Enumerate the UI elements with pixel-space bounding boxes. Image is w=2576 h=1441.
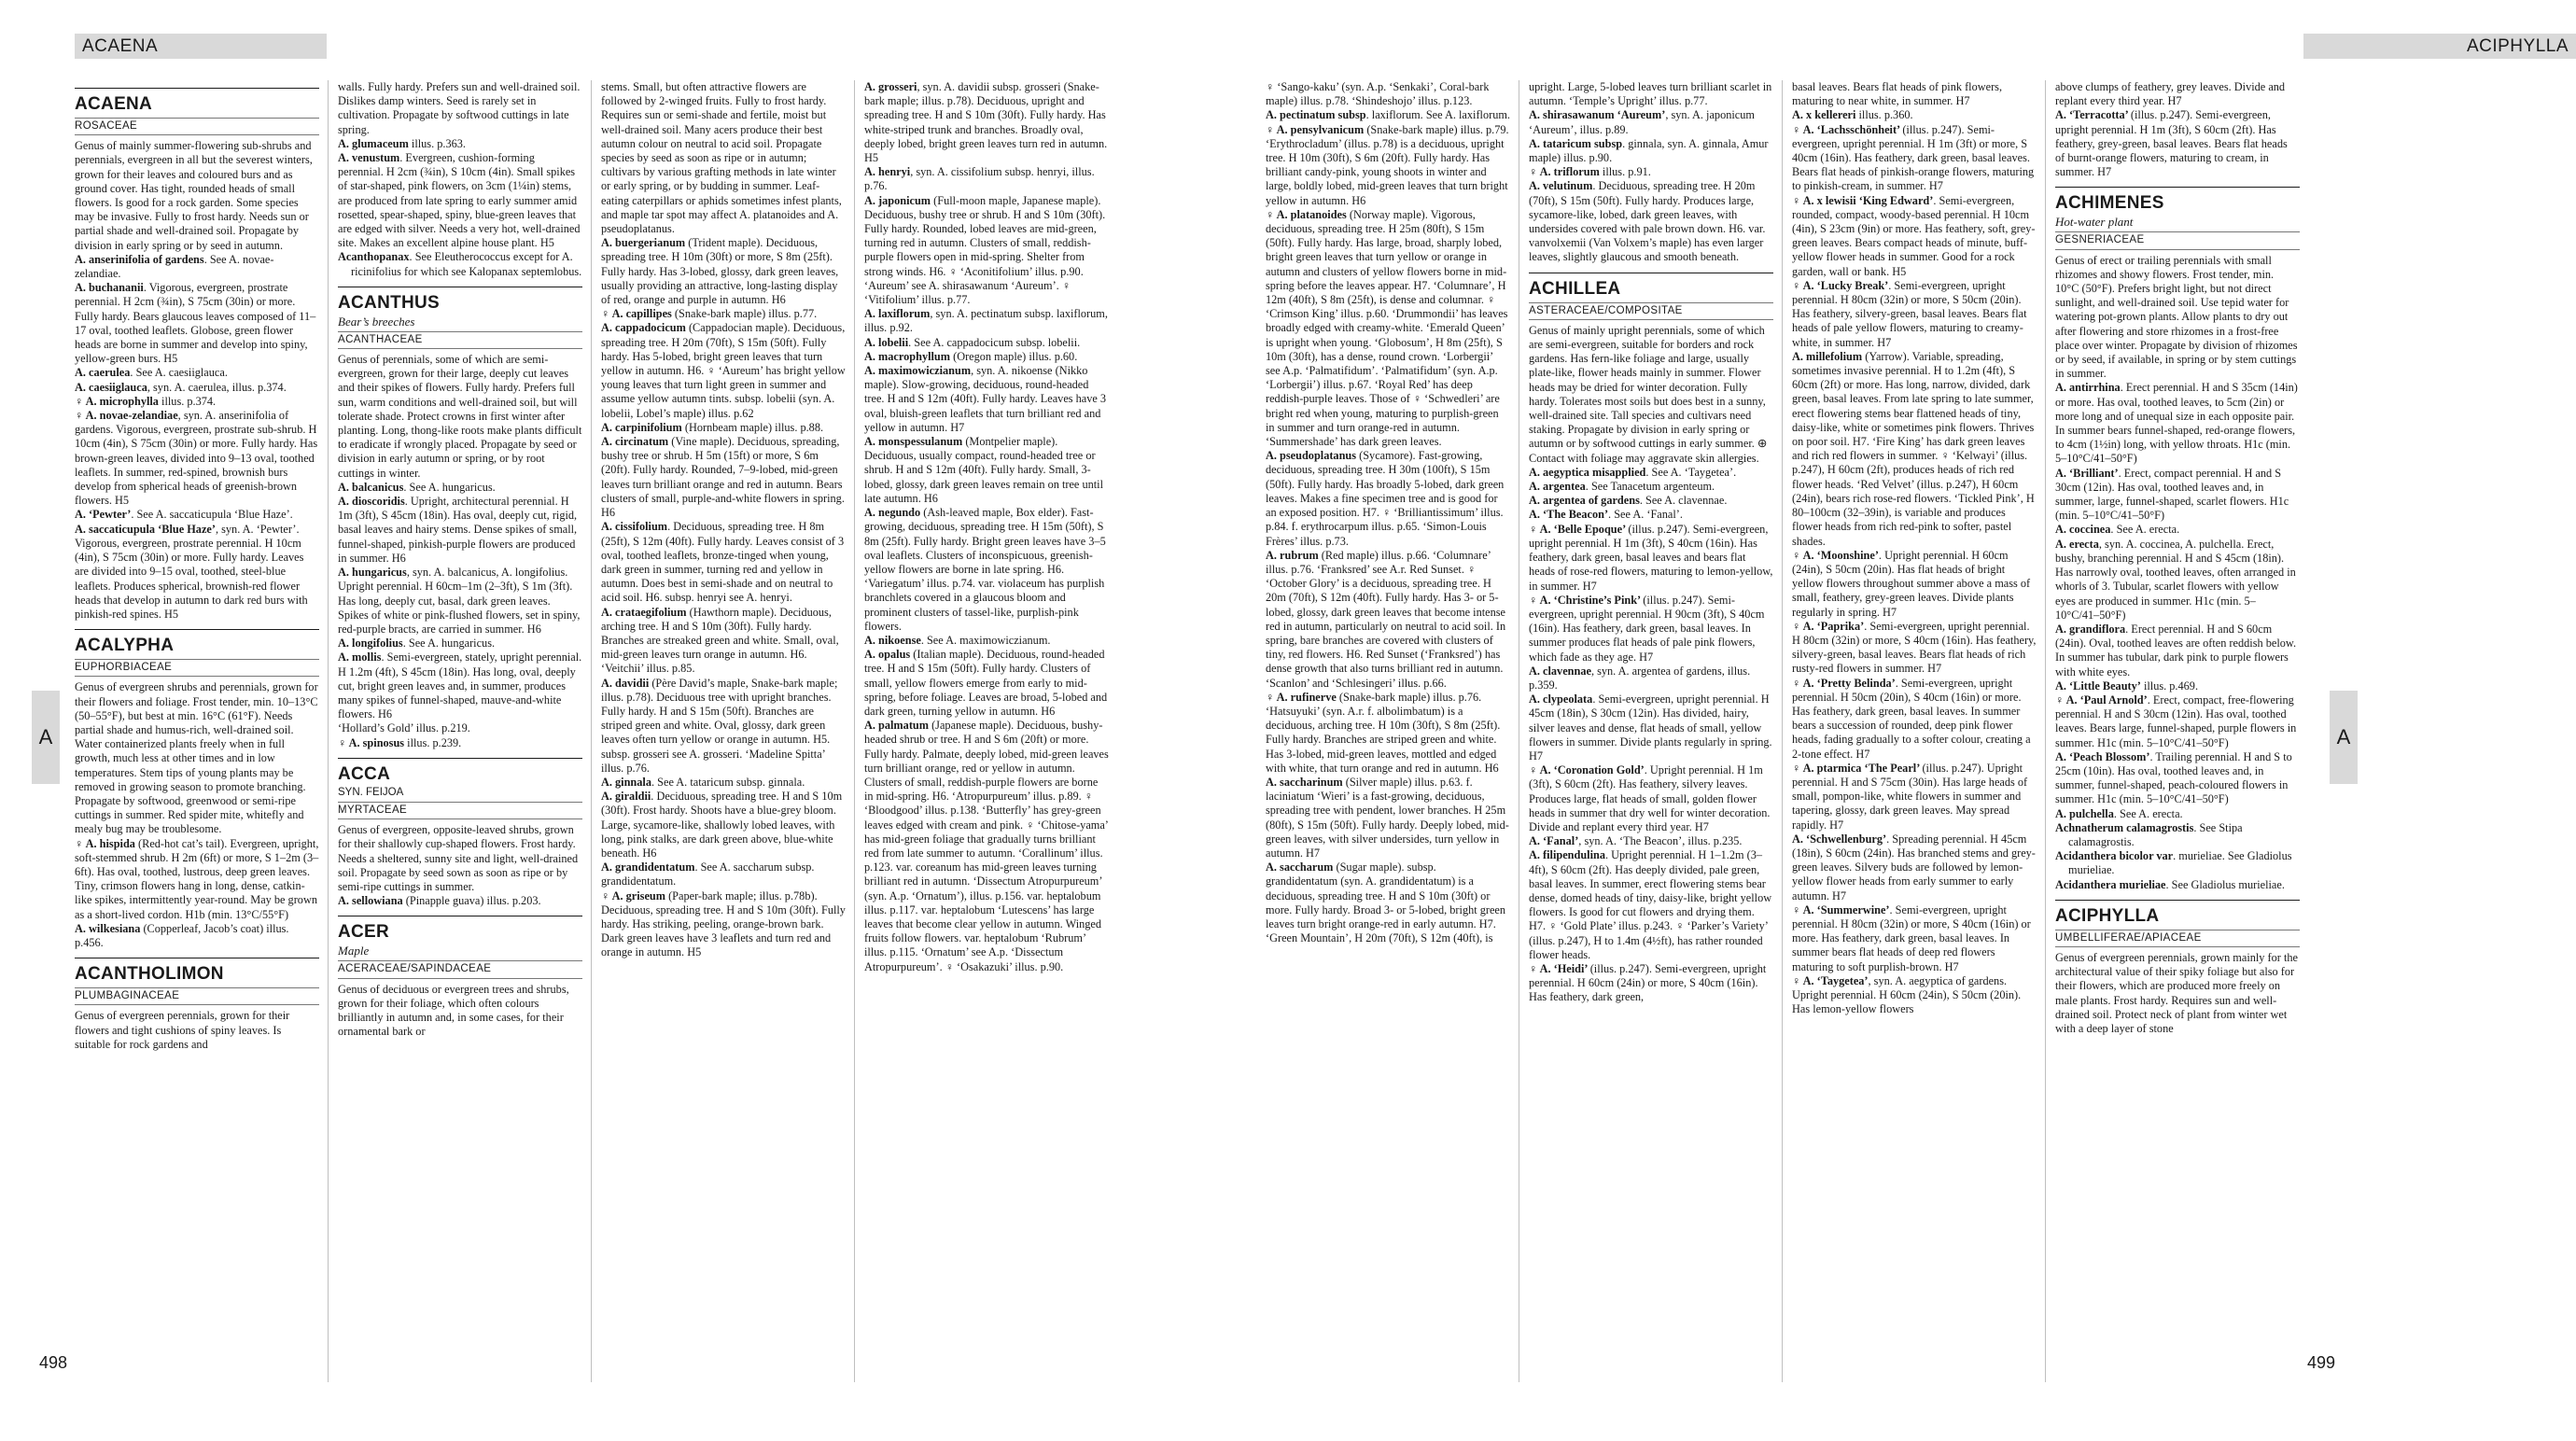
species-entry: A. macrophyllum (Oregon maple) illus. p.60. bbox=[864, 349, 1078, 363]
column-2 bbox=[338, 80, 582, 1382]
cross-reference: Acidanthera bicolor var. murieliae. See Gladiolus murieliae. bbox=[2055, 849, 2292, 877]
species-entry: ♀ A. ptarmica ‘The Pearl’ (illus. p.247). Upright perennial. H and S 75cm (30in). Has large heads of small, pompon-like, white flowers in summer and tapering, glossy, dark green leaves. May spread rapidly. H7 bbox=[1792, 761, 2028, 832]
common-name: Hot-water plant bbox=[2055, 215, 2134, 230]
species-entry: A. mollis. Semi-evergreen, stately, upright perennial. H 1.2m (4ft), S 45cm (18in). Has long, oval, deeply cut, bright green leaves and, in summer, produces many spikes of funnel-shaped, mauve-and-white flowers. H6 bbox=[338, 651, 582, 721]
species-entry: A. longifolius. See A. hungaricus. bbox=[338, 637, 496, 651]
genus-heading: ACCA bbox=[338, 763, 391, 784]
family-name: ASTERACEAE/COMPOSITAE bbox=[1529, 302, 1773, 320]
genus-block bbox=[75, 629, 319, 836]
species-entry: A. clavennae, syn. A. argentea of gardens, illus. p.359. bbox=[1529, 664, 1751, 692]
species-entry: above clumps of feathery, grey leaves. Divide and replant every third year. H7 bbox=[2055, 80, 2286, 108]
species-entry: A. ‘Peach Blossom’. Trailing perennial. H and S to 25cm (10in). Has oval, toothed leaves and, in summer, funnel-shaped, peach-coloured flowers in summer. H1c (min. 5–10°C/41–50°F) bbox=[2055, 749, 2292, 806]
species-entry: A. grosseri, syn. A. davidii subsp. grosseri (Snake-bark maple; illus. p.78). Deciduous, upright and spreading tree. H and S 10m (30ft). Fully hardy. Has white-striped trunk and branches. Broadly oval, deeply lobed, bright green leaves turn red in autumn. H5 bbox=[864, 80, 1108, 165]
genus-heading: ACHIMENES bbox=[2055, 193, 2164, 214]
species-entry: ♀ A. ‘Christine’s Pink’ (illus. p.247). Semi-evergreen, upright perennial. H 90cm (3ft), S 40cm (16in). Has feathery, dark green, basal leaves. In summer produces flat heads of pale pink flowers, which fade as they age. H7 bbox=[1529, 593, 1765, 664]
species-entry: walls. Fully hardy. Prefers sun and well-drained soil. Dislikes damp winters. Seed is rarely set in cultivation. Propagate by softwood cuttings in late spring. bbox=[338, 80, 581, 136]
column-divider bbox=[2045, 80, 2046, 1382]
family-name: PLUMBAGINACEAE bbox=[75, 987, 319, 1005]
genus-description: Genus of mainly upright perennials, some of which are semi-evergreen, suitable for borders and rock gardens. Has fern-like foliage and large, usually plate-like, flower heads mainly in summer. Flower heads may be dried for winter decoration. Fully hardy. Tolerates most soils but does best in a sunny, well-drained site. Tall species and cultivars need staking. Propagate by division in early spring or autumn or by softwood cuttings in early summer. ⊕ Contact with foliage may aggravate skin allergies. bbox=[1529, 323, 1768, 465]
species-entry: A. balcanicus. See A. hungaricus. bbox=[338, 480, 496, 494]
species-entry: A. sellowiana (Pinapple guava) illus. p.203. bbox=[338, 894, 541, 908]
species-entry: ♀ A. spinosus illus. p.239. bbox=[338, 735, 462, 749]
species-entry: ‘Hollard’s Gold’ illus. p.219. bbox=[338, 721, 470, 735]
thumb-tab-left: A bbox=[32, 691, 60, 784]
page-number-left: 498 bbox=[39, 1353, 68, 1372]
species-entry: A. ginnala. See A. tataricum subsp. ginnala. bbox=[601, 775, 805, 789]
species-entry: ♀ A. ‘Summerwine’. Semi-evergreen, upright perennial. H 80cm (32in) or more, S 40cm (16in) or more. Has feathery, dark green, basal leaves. In summer bears flat heads of deep red flowers maturing to soft purplish-brown. H7 bbox=[1792, 902, 2031, 973]
species-entry: A. crataegifolium (Hawthorn maple). Deciduous, arching tree. H and S 10m (30ft). Fully hardy. Branches are streaked green and white. Small, oval, mid-green leaves turn orange in autumn. H6. ‘Veitchii’ illus. p.85. bbox=[601, 605, 839, 676]
species-entry: A. aegyptica misapplied. See A. ‘Taygetea’. bbox=[1529, 465, 1737, 479]
species-entry: A. circinatum (Vine maple). Deciduous, spreading, bushy tree or shrub. H 5m (15ft) or more, S 6m (20ft). Fully hardy. Rounded, 7–9-lobed, mid-green leaves turn brilliant orange and red in autumn. Bears clusters of small, purple-and-white flowers in spring. H6 bbox=[601, 435, 845, 520]
species-entry: A. ‘The Beacon’. See A. ‘Fanal’. bbox=[1529, 508, 1683, 522]
species-entry: A. wilkesiana (Copperleaf, Jacob’s coat) illus. p.456. bbox=[75, 921, 289, 949]
genus-block bbox=[2055, 187, 2300, 381]
species-entry: A. dioscoridis. Upright, architectural perennial. H 1m (3ft), S 45cm (18in). Has oval, deeply cut, rigid, basal leaves and hairy stems. Dense spikes of small, funnel-shaped, pinkish-purple flowers are produced in summer. H6 bbox=[338, 495, 578, 565]
species-entry: A. lobelii. See A. cappadocicum subsp. lobelii. bbox=[864, 335, 1081, 349]
species-entry: A. pseudoplatanus (Sycamore). Fast-growing, deciduous, spreading tree. H 30m (100ft), S 15m (50ft). Fully hardy. Has broadly 5-lobed, dark green leaves. Makes a fine specimen tree and is good for an exposed position. H7. ♀ ‘Brilliantissimum’ illus. p.84. f. erythrocarpum illus. p.65. ‘Simon-Louis Frères’ illus. p.73. bbox=[1266, 449, 1505, 548]
left-page bbox=[0, 0, 1195, 1441]
species-entry: A. buergerianum (Trident maple). Deciduous, spreading tree. H 10m (30ft) or more, S 8m (25ft). Fully hardy. Has 3-lobed, glossy, dark green leaves, usually providing an attractive, long-lasting display of red, orange and purple in autumn. H6 bbox=[601, 236, 839, 307]
family-name: ACANTHACEAE bbox=[338, 331, 582, 349]
species-entry: A. ‘Little Beauty’ illus. p.469. bbox=[2055, 679, 2199, 693]
genus-heading: ACER bbox=[338, 922, 390, 943]
species-entry: A. shirasawanum ‘Aureum’, syn. A. japonicum ‘Aureum’, illus. p.89. bbox=[1529, 108, 1755, 136]
genus-description: Genus of evergreen perennials, grown mainly for the architectural value of their spiky foliage but also for their flowers, which are produced more freely on male plants. Frost hardy. Requires sun and well-drained soil. Protect neck of plant from winter wet with a deep layer of stone bbox=[2055, 950, 2298, 1035]
species-entry: ♀ A. rufinerve (Snake-bark maple) illus. p.76. ‘Hatsuyuki’ (syn. A.r. f. albolimbatum) is a deciduous, arching tree. H 10m (30ft), S 8m (25ft). Fully hardy. Branches are striped green and white. Has 3-lobed, mid-green leaves, mottled and edged with white, that turn orange and red in autumn. H6 bbox=[1266, 690, 1501, 775]
species-entry: A. cissifolium. Deciduous, spreading tree. H 8m (25ft), S 12m (40ft). Fully hardy. Leaves consist of 3 oval, toothed leaflets, bronze-tinged when young, dark green in summer, turning red and yellow in autumn. Does best in semi-shade and on neutral to acid soil. H6. subsp. henryi see A. henryi. bbox=[601, 520, 845, 605]
genus-description: Genus of evergreen, opposite-leaved shrubs, grown for their shallowly cup-shaped flowers. Frost hardy. Needs a sheltered, sunny site and light, well-drained soil. Propagate by seed sown as soon as ripe or by semi-ripe cuttings in summer. bbox=[338, 823, 579, 893]
genus-block bbox=[338, 758, 582, 894]
species-entry: A. antirrhina. Erect perennial. H and S 35cm (14in) or more. Has oval, toothed leaves, to 5cm (2in) or more long and of unequal size in each opposite pair. In summer bears funnel-shaped, red-orange flowers, to 4cm (1½in) long, with yellow throats. H1c (min. 5–10°C/41–50°F) bbox=[2055, 381, 2298, 466]
species-entry: A. caesiiglauca, syn. A. caerulea, illus. p.374. bbox=[75, 380, 287, 394]
family-name: UMBELLIFERAE/APIACEAE bbox=[2055, 930, 2300, 947]
genus-block bbox=[2055, 900, 2300, 1036]
genus-block bbox=[75, 958, 319, 1052]
species-entry: A. venustum. Evergreen, cushion-forming perennial. H 2cm (¾in), S 10cm (4in). Small spikes of star-shaped, pink flowers, on 3cm (1¼in) stems, are produced from late spring to early summer amid rosetted, spear-shaped, spiny, blue-green leaves that are edged with silver. Needs a very hot, well-drained site. Makes an excellent alpine house plant. H5 bbox=[338, 151, 581, 250]
species-entry: ♀ A. ‘Paul Arnold’. Erect, compact, free-flowering perennial. H and S 30cm (12in). Has oval, toothed leaves. Bears large, funnel-shaped, purple flowers in summer. H1c (min. 5–10°C/41–50°F) bbox=[2055, 693, 2297, 749]
species-entry: ♀ A. ‘Lucky Break’. Semi-evergreen, upright perennial. H 80cm (32in) or more, S 50cm (20in). Has feathery, silvery-green, basal leaves. Bears flat heads of pale yellow flowers, maturing to creamy-white, in summer. H7 bbox=[1792, 278, 2027, 349]
species-entry: ♀ A. pensylvanicum (Snake-bark maple) illus. p.79. ‘Erythrocladum’ (illus. p.78) is a deciduous, upright tree. H 10m (30ft), S 6m (20ft). Fully hardy. Has brilliant candy-pink, young shoots in winter and large, boldly lobed, mid-green leaves that turn bright yellow in autumn. H6 bbox=[1266, 122, 1509, 207]
family-name: ROSACEAE bbox=[75, 118, 319, 135]
right-page bbox=[1195, 0, 2569, 1441]
species-entry: ♀ A. capillipes (Snake-bark maple) illus. p.77. bbox=[601, 307, 818, 321]
genus-description: Genus of evergreen perennials, grown for their flowers and tight cushions of spiny leaves. Is suitable for rock gardens and bbox=[75, 1009, 290, 1051]
species-entry: A. henryi, syn. A. cissifolium subsp. henryi, illus. p.76. bbox=[864, 165, 1095, 193]
species-entry: A. clypeolata. Semi-evergreen, upright perennial. H 45cm (18in), S 30cm (12in). Has divided, hairy, silver leaves and dense, flat heads of small, yellow flowers in summer. Divide plants regularly in spring. H7 bbox=[1529, 693, 1772, 762]
species-entry: ♀ A. ‘Paprika’. Semi-evergreen, upright perennial. H 80cm (32in) or more, S 40cm (16in). Has feathery, silvery-green, basal leaves. Bears flat heads of rich rusty-red flowers in summer. H7 bbox=[1792, 619, 2037, 676]
species-entry: A. saccharum (Sugar maple). subsp. grandidentatum (syn. A. grandidentatum) is a deciduous, spreading tree. H and S 10m (30ft) or more. Fully hardy. Broad 3- or 5-lobed, bright green leaves turn bright orange-red in early autumn. H7. ‘Green Mountain’, H 20m (70ft), S 12m (40ft), is bbox=[1266, 860, 1506, 945]
species-entry: A. buchananii. Vigorous, evergreen, prostrate perennial. H 2cm (¾in), S 75cm (30in) or more. Fully hardy. Bears glaucous leaves composed of 11–17 oval, toothed leaflets. Globose, green flower heads are borne in summer and develop into spiny, yellow-green burs. H5 bbox=[75, 281, 316, 366]
species-entry: A. pulchella. See A. erecta. bbox=[2055, 806, 2183, 820]
species-entry: ♀ A. ‘Coronation Gold’. Upright perennial. H 1m (3ft), S 60cm (2ft). Has feathery, silvery leaves. Produces large, flat heads of small, golden flower heads in summer that dry well for winter decoration. Divide and replant every third year. H7 bbox=[1529, 763, 1771, 833]
family-name: MYRTACEAE bbox=[338, 802, 582, 819]
species-entry: A. palmatum (Japanese maple). Deciduous, bushy-headed shrub or tree. H and S 6m (20ft) or more. Fully hardy. Palmate, deeply lobed, mid-green leaves turn brilliant orange, red or yellow in autumn. Clusters of small, reddish-purple flowers are borne in mid-spring. H6. ‘Atropurpureum’ illus. p.89. ♀ ‘Bloodgood’ illus. p.138. ‘Butterfly’ has grey-green leaves edged with cream and pink. ♀ ‘Chitose-yama’ has mid-green foliage that gradually turns brilliant red from late summer to autumn. ‘Corallinum’ illus. p.123. var. coreanum has mid-green leaves turning brilliant red in autumn. ‘Dissectum Atropurpureum’ (syn. A.p. ‘Ornatum’), illus. p.156. var. heptalobum illus. p.117. var. heptalobum ‘Lutescens’ has large leaves that become clear yellow in autumn. Winged fruits follow flowers. var. heptalobum ‘Rubrum’ illus. p.115. ‘Ornatum’ see A.p. ‘Dissectum Atropurpureum’. ♀ ‘Osakazuki’ illus. p.90. bbox=[864, 719, 1109, 973]
species-entry: A. glumaceum illus. p.363. bbox=[338, 136, 466, 150]
species-entry: A. ‘Pewter’. See A. saccaticupula ‘Blue Haze’. bbox=[75, 508, 293, 522]
species-entry: A. laxiflorum, syn. A. pectinatum subsp. laxiflorum, illus. p.92. bbox=[864, 307, 1108, 335]
species-entry: A. millefolium (Yarrow). Variable, spreading, sometimes invasive perennial. H to 1.2m (4ft), S 60cm (2ft) or more. Has long, narrow, divided, dark green, basal leaves. From late spring to late summer, erect flowering stems bear flattened heads of tiny, daisy-like, white or sometimes pink flowers. Thrives on poor soil. H7. ‘Fire King’ has dark green leaves and rich red flowers in summer. ♀ ‘Kelwayi’ (illus. p.247), H 60cm (2ft), produces heads of rich red flower heads. ‘Red Velvet’ (illus. p.247), H 60cm (24in), bears rich rose-red flowers. ‘Tickled Pink’, H 80–100cm (32–39in), is variable and produces flower heads from rich red-pink to softer, pastel shades. bbox=[1792, 349, 2035, 548]
cross-reference: Acanthopanax. See Eleutherococcus except for A. ricinifolius for which see Kalopanax septemlobus. bbox=[338, 250, 582, 278]
species-entry: A. carpinifolium (Hornbeam maple) illus. p.88. bbox=[601, 420, 824, 434]
column-divider bbox=[1782, 80, 1783, 1382]
species-entry: stems. Small, but often attractive flowers are followed by 2-winged fruits. Fully to frost hardy. Requires sun or semi-shade and fertile, moist but well-drained soil. Many acers produce their best autumn colour on neutral to acid soil. Propagate species by seed as soon as ripe or in autumn; cultivars by various grafting methods in late winter or early spring, or by budding in summer. Leaf-eating caterpillars or aphids sometimes infest plants, and maple tar spot may affect A. platanoides and A. pseudoplatanus. bbox=[601, 80, 842, 236]
species-entry: A. opalus (Italian maple). Deciduous, round-headed tree. H and S 15m (50ft). Fully hardy. Clusters of small, yellow flowers emerge from early to mid-spring, before foliage. Leaves are broad, 5-lobed and dark green, turning yellow in autumn. H6 bbox=[864, 648, 1108, 718]
species-entry: ♀ A. hispida (Red-hot cat’s tail). Evergreen, upright, soft-stemmed shrub. H 2m (6ft) or more, S 1–2m (3–6ft). Has oval, toothed, lustrous, deep green leaves. Tiny, crimson flowers hang in long, dense, catkin-like spikes, intermittently year-round. May be grown as a short-lived cordon. H1b (min. 13°C/55°F) bbox=[75, 836, 319, 921]
genus-description: Genus of erect or trailing perennials with small rhizomes and showy flowers. Frost tender, min. 10°C (50°F). Prefers bright light, but not direct sunlight, and well-drained soil. Use tepid water for watering pot-grown plants. Allow plants to dry out after flowering and store rhizomes in a frost-free place over winter. Propagate by division of rhizomes or by seed, if available, in spring or by stem cuttings in summer. bbox=[2055, 253, 2298, 381]
genus-heading: ACHILLEA bbox=[1529, 278, 1621, 299]
species-entry: ♀ A. ‘Pretty Belinda’. Semi-evergreen, upright perennial. H 50cm (20in), S 40cm (16in) or more. Has feathery, dark green, basal leaves. In summer bears a succession of rounded, deep pink flower heads, fading gradually to a softer colour, creating a 2-tone effect. H7 bbox=[1792, 676, 2031, 761]
species-entry: A. filipendulina. Upright perennial. H 1–1.2m (3–4ft), S 60cm (2ft). Has deeply divided, pale green, basal leaves. In summer, erect flowering stems bear dense, domed heads of tiny, daisy-like, bright yellow flowers. Is good for cut flowers and drying them. H7. ♀ ‘Gold Plate’ illus. p.243. ♀ ‘Parker’s Variety’ (illus. p.247), H to 1.4m (4½ft), has rather rounded flower heads. bbox=[1529, 848, 1772, 961]
column-divider bbox=[328, 80, 329, 1382]
genus-heading: ACANTHOLIMON bbox=[75, 964, 224, 985]
species-entry: A. caerulea. See A. caesiiglauca. bbox=[75, 366, 228, 380]
column-4 bbox=[864, 80, 1109, 1382]
species-entry: A. ‘Brilliant’. Erect, compact perennial. H and S 30cm (12in). Has oval, toothed leaves and, in summer, large, funnel-shaped, scarlet flowers. H1c (min. 5–10°C/41–50°F) bbox=[2055, 466, 2289, 523]
page-number-right: 499 bbox=[2307, 1353, 2336, 1372]
species-entry: basal leaves. Bears flat heads of pink flowers, maturing to near white, in summer. H7 bbox=[1792, 80, 2003, 108]
species-entry: A. anserinifolia of gardens. See A. novae-zelandiae. bbox=[75, 252, 274, 281]
genus-block bbox=[75, 88, 319, 253]
species-entry: A. japonicum (Full-moon maple, Japanese maple). Deciduous, bushy tree or shrub. H and S 10m (30ft). Fully hardy. Rounded, lobed leaves are mid-green, turning red in autumn. Clusters of small, reddish-purple flowers open in mid-spring. Shelter from strong winds. H6. ♀ ‘Aconitifolium’ illus. p.90. ‘Aureum’ see A. shirasawanum ‘Aureum’. ♀ ‘Vitifolium’ illus. p.77. bbox=[864, 193, 1106, 307]
species-entry: ♀ A. novae-zelandiae, syn. A. anserinifolia of gardens. Vigorous, evergreen, prostrate sub-shrub. H 10cm (4in), S 75cm (30in) or more. Fully hardy. Has brown-green leaves, divided into 9–13 oval, toothed leaflets. In summer, red-spined, brownish burs develop from spherical heads of greenish-brown flowers. H5 bbox=[75, 409, 318, 508]
column-6 bbox=[1529, 80, 1773, 1382]
species-entry: ♀ A. microphylla illus. p.374. bbox=[75, 394, 217, 408]
common-name: Bear’s breeches bbox=[338, 314, 415, 329]
species-entry: A. negundo (Ash-leaved maple, Box elder). Fast-growing, deciduous, spreading tree. H 15m (50ft), S 8m (25ft). Fully hardy. Bright green leaves have 3–5 oval leaflets. Clusters of inconspicuous, greenish-yellow flowers are borne in late spring. H6. ‘Variegatum’ illus. p.74. var. violaceum has purplish branchlets covered in a glaucous bloom and prominent clusters of tassel-like, purplish-pink flowers. bbox=[864, 506, 1106, 633]
species-entry: ♀ A. griseum (Paper-bark maple; illus. p.78b). Deciduous, spreading tree. H and S 10m (30ft). Fully hardy. Has striking, peeling, orange-brown bark. Dark green leaves have 3 leaflets and turn red and orange in autumn. H5 bbox=[601, 888, 846, 959]
column-7 bbox=[1792, 80, 2037, 1382]
species-entry: upright. Large, 5-lobed leaves turn brilliant scarlet in autumn. ‘Temple’s Upright’ illus. p.77. bbox=[1529, 80, 1772, 108]
species-entry: A. cappadocicum (Cappadocian maple). Deciduous, spreading tree. H 20m (70ft), S 15m (50ft). Fully hardy. Has 5-lobed, bright green leaves that turn yellow in autumn. H6. ♀ ‘Aureum’ has bright yellow young leaves that turn light green in summer and assume yellow autumn tints. subsp. lobelii (syn. A. lobelii, Lobel’s maple) illus. p.62 bbox=[601, 321, 846, 420]
species-entry: ♀ A. ‘Taygetea’, syn. A. aegyptica of gardens. Upright perennial. H 60cm (24in), S 50cm (20in). Has lemon-yellow flowers bbox=[1792, 973, 2022, 1016]
genus-description: Genus of deciduous or evergreen trees and shrubs, grown for their foliage, which often colours brilliantly in autumn and, in some cases, for their ornamental bark or bbox=[338, 982, 569, 1039]
column-5 bbox=[1266, 80, 1510, 1382]
species-entry: ♀ A. ‘Belle Epoque’ (illus. p.247). Semi-evergreen, upright perennial. H 1m (3ft), S 40cm (16in). Has feathery, dark green, basal leaves and bears flat heads of rose-red flowers, maturing to lemon-yellow, in summer. H7 bbox=[1529, 522, 1773, 593]
column-divider bbox=[591, 80, 592, 1382]
species-entry: ♀ A. x lewisii ‘King Edward’. Semi-evergreen, rounded, compact, woody-based perennial. H 10cm (4in), S 23cm (9in) or more. Has feathery, soft, grey-green leaves. Bears compact heads of minute, buff-yellow flower heads in summer. Good for a rock garden, wall or bank. H5 bbox=[1792, 193, 2036, 278]
family-name: ACERACEAE/SAPINDACEAE bbox=[338, 960, 582, 978]
column-1 bbox=[75, 80, 319, 1382]
species-entry: A. grandiflora. Erect perennial. H and S 60cm (24in). Oval, toothed leaves are often reddish below. In summer has tubular, dark pink to purple flowers with white eyes. bbox=[2055, 622, 2297, 679]
genus-block bbox=[338, 287, 582, 481]
species-entry: ♀ A. platanoides (Norway maple). Vigorous, deciduous, spreading tree. H 25m (80ft), S 15m (50ft). Fully hardy. Has large, broad, sharply lobed, bright green leaves that turn yellow or orange in autumn and clusters of yellow flowers borne in mid-spring before the leaves appear. H7. ‘Columnare’, H 12m (40ft), S 8m (25ft), is dense and columnar. ♀ ‘Crimson King’ illus. p.60. ‘Drummondii’ has leaves broadly edged with creamy-white. ‘Emerald Queen’ is upright when young. ‘Globosum’, H 8m (25ft), S 10m (30ft), has a dense, round crown. ‘Lorbergii’ see A.p. ‘Palmatifidum’. ‘Palmatifidum’ (syn. A.p. ‘Lorbergii’) illus. p.67. ‘Royal Red’ has deep reddish-purple leaves. Those of ♀ ‘Schwedleri’ are bright red when young, maturing to purplish-green in summer and turn orange-red in autumn. ‘Summershade’ has dark green leaves. bbox=[1266, 207, 1508, 449]
running-head-left: ACAENA bbox=[75, 34, 327, 59]
genus-block bbox=[338, 916, 582, 1039]
species-entry: ♀ A. ‘Lachsschönheit’ (illus. p.247). Semi-evergreen, upright perennial. H 1m (3ft) or more, S 40cm (16in). Has feathery, dark green, basal leaves. Bears flat heads of pinkish-orange flowers, maturing to pinkish-cream, in summer. H7 bbox=[1792, 122, 2035, 193]
genus-heading: ACANTHUS bbox=[338, 292, 441, 313]
cross-reference: Acidanthera murieliae. See Gladiolus murieliae. bbox=[2055, 877, 2285, 891]
species-entry: A. saccharinum (Silver maple) illus. p.63. f. laciniatum ‘Wieri’ is a fast-growing, deciduous, spreading tree with pendent, lower branches. H 25m (80ft), S 15m (50ft). Fully hardy. Deeply lobed, mid-green leaves, with silver undersides, turn yellow in autumn. H7 bbox=[1266, 775, 1509, 860]
species-entry: A. ‘Terracotta’ (illus. p.247). Semi-evergreen, upright perennial. H 1m (3ft), S 60cm (2ft). Has feathery, grey-green, basal leaves. Bears flat heads of burnt-orange flowers, maturing to cream, in summer. H7 bbox=[2055, 108, 2288, 179]
species-entry: ♀ ‘Sango-kaku’ (syn. A.p. ‘Senkaki’, Coral-bark maple) illus. p.78. ‘Shindeshojo’ illus. p.123. bbox=[1266, 80, 1490, 108]
family-name: EUPHORBIACEAE bbox=[75, 659, 319, 677]
family-name: GESNERIACEAE bbox=[2055, 231, 2300, 249]
species-entry: ♀ A. ‘Moonshine’. Upright perennial. H 60cm (24in), S 50cm (20in). Has flat heads of bright yellow flowers throughout summer above a mass of small, feathery, grey-green leaves. Divide plants regularly in spring. H7 bbox=[1792, 548, 2031, 619]
species-entry: A. erecta, syn. A. coccinea, A. pulchella. Erect, bushy, branching perennial. H and S 45cm (18in). Has narrowly oval, toothed leaves, often arranged in whorls of 3. Tubular, scarlet flowers with yellow eyes are produced in summer. H1c (min. 5–10°C/41–50°F) bbox=[2055, 537, 2296, 622]
genus-block bbox=[1529, 273, 1773, 466]
column-divider bbox=[854, 80, 855, 1382]
genus-description: Genus of mainly summer-flowering sub-shrubs and perennials, evergreen in all but the severest winters, grown for their leaves and coloured burs and as ground cover. Has tight, rounded heads of small flowers. Is good for a rock garden. Some species may be invasive. Fully to frost hardy. Needs sun or partial shade and well-drained soil. Propagate by division in early spring or by seed in autumn. bbox=[75, 139, 313, 252]
species-entry: A. rubrum (Red maple) illus. p.66. ‘Columnare’ illus. p.76. ‘Franksred’ see A.r. Red Sunset. ♀ ‘October Glory’ is a deciduous, spreading tree. H 20m (70ft), S 12m (40ft). Fully hardy. Has 3- or 5-lobed, glossy, dark green leaves that become intense red in autumn, particularly on neutral to acid soil. In spring, bare branches are covered with clusters of tiny, red flowers. H6. Red Sunset (‘Franksred’) has dense growth that also turns brilliant red in autumn. ‘Scanlon’ and ‘Schlesingeri’ illus. p.66. bbox=[1266, 548, 1506, 690]
species-entry: A. coccinea. See A. erecta. bbox=[2055, 523, 2180, 537]
column-3 bbox=[601, 80, 846, 1382]
column-8 bbox=[2055, 80, 2300, 1382]
species-entry: A. nikoense. See A. maximowiczianum. bbox=[864, 633, 1051, 647]
genus-heading: ACALYPHA bbox=[75, 636, 175, 656]
species-entry: A. x kellereri illus. p.360. bbox=[1792, 108, 1913, 122]
species-entry: A. giraldii. Deciduous, spreading tree. H and S 10m (30ft). Frost hardy. Shoots have a blue-grey bloom. Large, sycamore-like, shallowly lobed leaves, with long, pink stalks, are dark green above, blue-white beneath. H6 bbox=[601, 790, 843, 860]
thumb-tab-right: A bbox=[2330, 691, 2358, 784]
species-entry: A. grandidentatum. See A. saccharum subsp. grandidentatum. bbox=[601, 860, 815, 888]
species-entry: A. argentea. See Tanacetum argenteum. bbox=[1529, 480, 1715, 494]
species-entry: A. pectinatum subsp. laxiflorum. See A. laxiflorum. bbox=[1266, 108, 1510, 122]
genus-description: Genus of evergreen shrubs and perennials, grown for their flowers and foliage. Frost tender, min. 10–13°C (50–55°F), but best at min. 16°C (61°F). Needs partial shade and humus-rich, well-drained soil. Water containerized plants freely when in full growth, much less at other times and in low temperatures. Stem tips of young plants may be removed in growing season to promote branching. Propagate by softwood, greenwood or semi-ripe cuttings in summer. Red spider mite, whitefly and mealy bug may be troublesome. bbox=[75, 680, 318, 836]
cross-reference: Achnatherum calamagrostis. See Stipa calamagrostis. bbox=[2055, 820, 2243, 848]
species-entry: A. velutinum. Deciduous, spreading tree. H 20m (70ft), S 15m (50ft). Fully hardy. Produces large, sycamore-like, lobed, dark green leaves, with undersides covered with pale brown down. H6. var. vanvolxemii (Van Volxem’s maple) has even larger leaves, slightly glaucous and smooth beneath. bbox=[1529, 179, 1766, 264]
species-entry: A. saccaticupula ‘Blue Haze’, syn. A. ‘Pewter’. Vigorous, evergreen, prostrate perennial. H 10cm (4in), S 75cm (30in) or more. Fully hardy. Leaves are divided into 9–15 oval, toothed, steel-blue leaflets. Produces spherical, brownish-red flower heads that develop in autumn to dark red burs with pinkish-red spines. H5 bbox=[75, 522, 308, 621]
genus-heading: ACIPHYLLA bbox=[2055, 905, 2160, 926]
species-entry: A. maximowiczianum, syn. A. nikoense (Nikko maple). Slow-growing, deciduous, round-headed tree. H and S 12m (40ft). Fully hardy. Leaves have 3 oval, bluish-green leaflets that turn brilliant red and yellow in autumn. H7 bbox=[864, 364, 1107, 434]
running-head-right: ACIPHYLLA bbox=[2303, 34, 2576, 59]
species-entry: A. hungaricus, syn. A. balcanicus, A. longifolius. Upright perennial. H 60cm–1m (2–3ft), S 1m (3ft). Has long, deeply cut, basal, dark green leaves. Spikes of white or pink-flushed flowers, set in spiny, red-purple bracts, are carried in summer. H6 bbox=[338, 566, 581, 636]
species-entry: A. monspessulanum (Montpelier maple). Deciduous, usually compact, round-headed tree or shrub. H and S 12m (40ft). Fully hardy. Small, 3-lobed, glossy, dark green leaves remain on tree until late autumn. H6 bbox=[864, 435, 1103, 505]
species-entry: A. argentea of gardens. See A. clavennae. bbox=[1529, 494, 1728, 508]
genus-description: Genus of perennials, some of which are semi-evergreen, grown for their large, deeply cut leaves and their spikes of flowers. Fully hardy. Prefers full sun, warm conditions and well-drained soil, but will tolerate shade. Protect crowns in first winter after planting. Long, thong-like roots make plants difficult to eradicate if wrongly placed. Propagate by seed or division in early autumn or spring, or by root cuttings in winter. bbox=[338, 353, 582, 480]
species-entry: A. ‘Fanal’, syn. A. ‘The Beacon’, illus. p.235. bbox=[1529, 834, 1743, 848]
genus-heading: ACAENA bbox=[75, 94, 153, 114]
species-entry: ♀ A. ‘Heidi’ (illus. p.247). Semi-evergreen, upright perennial. H 60cm (24in) or more, S 40cm (16in). Has feathery, dark green, bbox=[1529, 961, 1767, 1004]
common-name: Maple bbox=[338, 944, 370, 958]
species-entry: A. davidii (Père David’s maple, Snake-bark maple; illus. p.78). Deciduous tree with upright branches. Fully hardy. H and S 15m (50ft). Branches are striped green and white. Oval, glossy, dark green leaves often turn yellow or orange in autumn. H5. subsp. grosseri see A. grosseri. ‘Madeline Spitta’ illus. p.76. bbox=[601, 676, 838, 775]
species-entry: A. ‘Schwellenburg’. Spreading perennial. H 45cm (18in), S 60cm (24in). Has branched stems and grey-green leaves. Silvery buds are followed by lemon-yellow flower heads from early summer to early autumn. H7 bbox=[1792, 832, 2036, 902]
species-entry: ♀ A. triflorum illus. p.91. bbox=[1529, 165, 1651, 179]
genus-synonym: SYN. FEIJOA bbox=[338, 786, 404, 798]
species-entry: A. tataricum subsp. ginnala, syn. A. ginnala, Amur maple) illus. p.90. bbox=[1529, 136, 1769, 165]
